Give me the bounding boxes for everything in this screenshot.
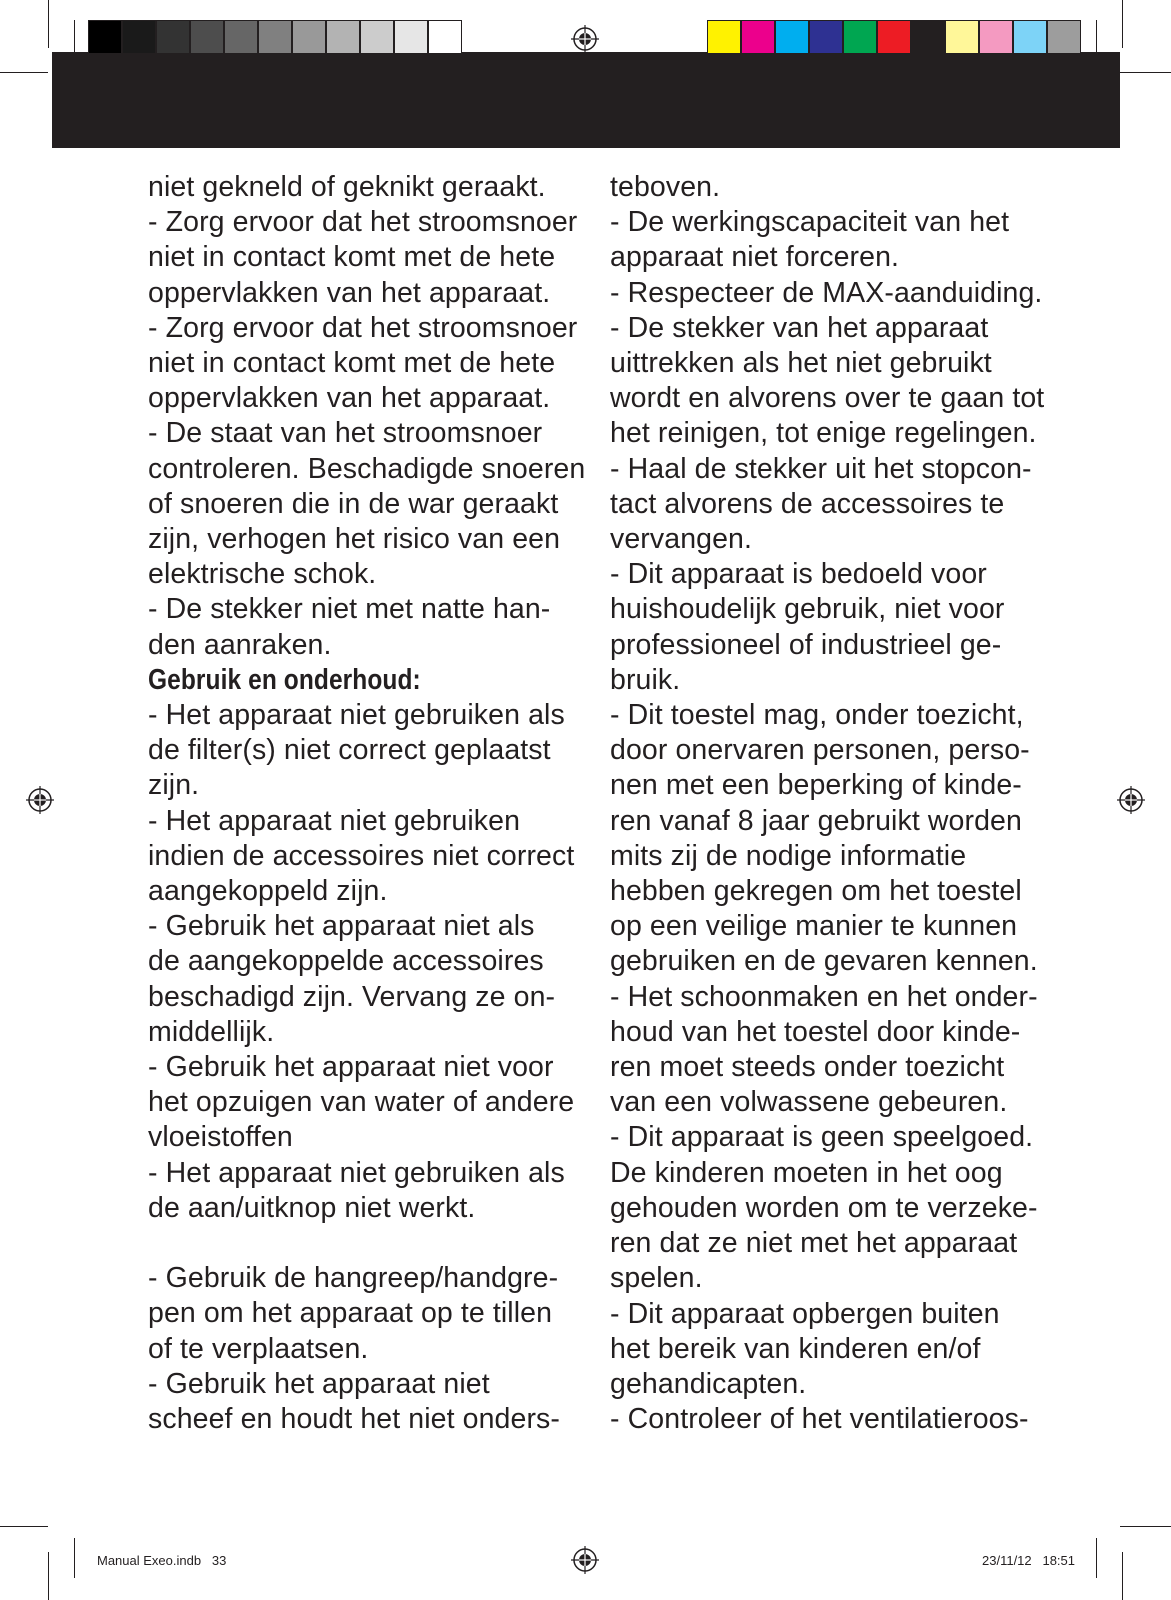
color-swatch <box>945 20 979 54</box>
text-line: houd van het toestel door kinde- <box>610 1015 1021 1048</box>
crop-mark <box>1122 1552 1123 1600</box>
color-swatch <box>1047 20 1081 54</box>
color-swatch <box>428 20 462 54</box>
text-line: - Dit toestel mag, onder toezicht, <box>610 699 1024 732</box>
color-swatch <box>394 20 428 54</box>
text-line: ren vanaf 8 jaar gebruikt worden <box>610 804 1022 837</box>
text-line: - Dit apparaat is geen speelgoed. <box>610 1121 1034 1154</box>
color-swatch <box>877 20 911 54</box>
text-line: - De stekker van het apparaat <box>610 311 989 344</box>
text-line: teboven. <box>610 171 721 203</box>
crop-mark <box>74 1538 75 1578</box>
color-swatch <box>190 20 224 54</box>
color-swatch <box>258 20 292 54</box>
text-line: niet gekneld of geknikt geraakt. <box>148 171 546 203</box>
text-line: - Haal de stekker uit het stopcon- <box>610 452 1032 485</box>
text-line: niet in contact komt met de hete <box>148 241 556 274</box>
text-line: - De werkingscapaciteit van het <box>610 206 1010 239</box>
footer-file-label: Manual Exeo.indb 33 <box>97 1553 227 1568</box>
text-line: huishoudelijk gebruik, niet voor <box>610 593 1005 626</box>
text-line: - Gebruik het apparaat niet voor <box>148 1051 554 1084</box>
text-line: - Zorg ervoor dat het stroomsnoer <box>148 311 578 344</box>
right-text-column <box>610 170 1060 1437</box>
text-line: door onervaren personen, perso- <box>610 734 1030 767</box>
text-line: controleren. Beschadigde snoeren <box>148 452 586 485</box>
text-line: apparaat niet forceren. <box>610 241 900 274</box>
registration-mark-icon <box>1117 786 1145 814</box>
text-line: van een volwassene gebeuren. <box>610 1086 1008 1119</box>
text-line: uittrekken als het niet gebruikt <box>610 347 992 380</box>
text-line: mits zij de nodige informatie <box>610 839 967 872</box>
text-line: aangekoppeld zijn. <box>148 875 388 908</box>
text-line: op een veilige manier te kunnen <box>610 910 1018 943</box>
text-line: zijn. <box>148 769 200 802</box>
text-line: pen om het apparaat op te tillen <box>148 1297 553 1330</box>
text-line: het bereik van kinderen en/of <box>610 1332 981 1365</box>
crop-mark <box>0 1526 48 1527</box>
text-line: - Het schoonmaken en het onder- <box>610 980 1038 1013</box>
color-swatch <box>292 20 326 54</box>
registration-mark-icon <box>571 1546 599 1574</box>
registration-mark-icon <box>571 25 599 53</box>
left-text-column <box>148 170 588 1437</box>
text-line: - Het apparaat niet gebruiken als <box>148 699 565 732</box>
text-line: - Het apparaat niet gebruiken <box>148 804 521 837</box>
crop-mark <box>1120 1526 1171 1527</box>
text-line: hebben gekregen om het toestel <box>610 875 1022 908</box>
text-line: - Gebruik het apparaat niet als <box>148 910 535 943</box>
text-line: het reinigen, tot enige regelingen. <box>610 417 1037 450</box>
text-line: - Zorg ervoor dat het stroomsnoer <box>148 206 578 239</box>
text-line: - Dit apparaat opbergen buiten <box>610 1297 1000 1330</box>
text-line: oppervlakken van het apparaat. <box>148 276 551 309</box>
crop-mark <box>1120 72 1171 73</box>
text-line: spelen. <box>610 1262 703 1295</box>
text-line: den aanraken. <box>148 628 332 661</box>
text-line: de aan/uitknop niet werkt. <box>148 1191 476 1224</box>
grayscale-bar <box>88 20 462 56</box>
text-line: oppervlakken van het apparaat. <box>148 382 551 415</box>
text-line: de filter(s) niet correct geplaatst <box>148 734 551 767</box>
color-swatch <box>326 20 360 54</box>
crop-mark <box>1122 0 1123 48</box>
crop-mark <box>48 1552 49 1600</box>
text-line: niet in contact komt met de hete <box>148 347 556 380</box>
text-line: - Dit apparaat is bedoeld voor <box>610 558 987 591</box>
text-line: - Gebruik de hangreep/handgre- <box>148 1262 559 1295</box>
color-swatch <box>122 20 156 54</box>
registration-mark-icon <box>26 786 54 814</box>
color-swatch <box>911 20 945 54</box>
text-line: beschadigd zijn. Vervang ze on- <box>148 980 556 1013</box>
text-line: gehouden worden om te verzeke- <box>610 1191 1038 1224</box>
color-swatch <box>88 20 122 54</box>
text-line: elektrische schok. <box>148 558 377 591</box>
color-swatch <box>1013 20 1047 54</box>
text-line: - De staat van het stroomsnoer <box>148 417 543 450</box>
text-line: De kinderen moeten in het oog <box>610 1156 1003 1189</box>
text-line: gebruiken en de gevaren kennen. <box>610 945 1038 978</box>
color-swatch <box>843 20 877 54</box>
text-line: - Respecteer de MAX-aanduiding. <box>610 276 1043 309</box>
color-swatch <box>775 20 809 54</box>
text-line: het opzuigen van water of andere <box>148 1086 575 1119</box>
text-line: gehandicapten. <box>610 1367 807 1400</box>
crop-mark <box>48 0 49 48</box>
color-swatch <box>979 20 1013 54</box>
crop-mark <box>1096 20 1097 60</box>
crop-mark <box>0 72 48 73</box>
text-line: professioneel of industrieel ge- <box>610 628 1002 661</box>
text-line: middellijk. <box>148 1015 275 1048</box>
color-swatch <box>156 20 190 54</box>
crop-mark <box>1096 1538 1097 1578</box>
text-line: vervangen. <box>610 523 753 556</box>
text-line: de aangekoppelde accessoires <box>148 945 544 978</box>
color-swatch <box>809 20 843 54</box>
section-heading: Gebruik en onderhoud: <box>148 663 421 696</box>
color-bar <box>707 20 1081 56</box>
text-line: of snoeren die in de war geraakt <box>148 487 559 520</box>
text-line: of te verplaatsen. <box>148 1332 369 1365</box>
text-line: - Gebruik het apparaat niet <box>148 1367 490 1400</box>
color-swatch <box>741 20 775 54</box>
text-line: ren dat ze niet met het apparaat <box>610 1227 1018 1260</box>
text-line: - De stekker niet met natte han- <box>148 593 551 626</box>
crop-mark <box>74 20 75 60</box>
text-line: tact alvorens de accessoires te <box>610 487 1005 520</box>
text-line: indien de accessoires niet correct <box>148 839 575 872</box>
color-swatch <box>224 20 258 54</box>
text-line: ren moet steeds onder toezicht <box>610 1051 1005 1084</box>
color-swatch <box>360 20 394 54</box>
text-line: zijn, verhogen het risico van een <box>148 523 561 556</box>
text-line: - Controleer of het ventilatieroos- <box>610 1403 1029 1436</box>
color-swatch <box>707 20 741 54</box>
header-band <box>52 52 1120 148</box>
text-line: wordt en alvorens over te gaan tot <box>610 382 1045 415</box>
text-line: bruik. <box>610 663 681 696</box>
footer-timestamp: 23/11/12 18:51 <box>982 1553 1076 1568</box>
text-line: scheef en houdt het niet onders- <box>148 1403 560 1436</box>
text-line: nen met een beperking of kinde- <box>610 769 1022 802</box>
text-line: vloeistoffen <box>148 1121 293 1154</box>
text-line: - Het apparaat niet gebruiken als <box>148 1156 565 1189</box>
